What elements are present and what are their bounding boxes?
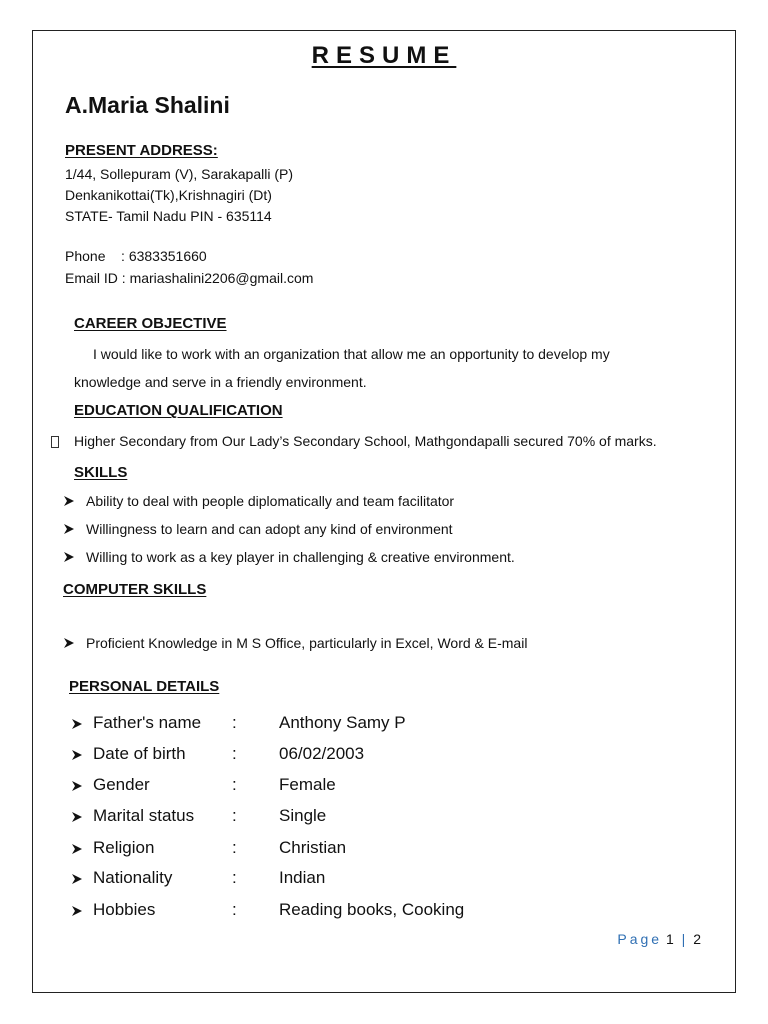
arrow-bullet-icon bbox=[64, 496, 74, 506]
education-heading: EDUCATION QUALIFICATION bbox=[74, 402, 283, 419]
page-number bbox=[617, 931, 701, 947]
detail-value: Single bbox=[279, 806, 327, 825]
detail-colon: : bbox=[232, 868, 237, 887]
personal-detail-row bbox=[0, 713, 768, 735]
resume-title: RESUME bbox=[311, 42, 457, 69]
skill-text: Willing to work as a key player in challenging & creative environment. bbox=[86, 549, 515, 565]
address-line-3: STATE- Tamil Nadu PIN - 635114 bbox=[65, 208, 272, 224]
arrow-bullet-icon bbox=[72, 781, 82, 791]
personal-detail-row bbox=[0, 806, 768, 828]
detail-colon: : bbox=[232, 775, 237, 794]
career-objective-line-2: knowledge and serve in a friendly environment. bbox=[74, 374, 367, 390]
skill-item bbox=[64, 549, 515, 565]
detail-label: Marital status bbox=[93, 806, 195, 825]
page-current: 1 bbox=[665, 931, 674, 947]
email-line: Email ID : mariashalini2206@gmail.com bbox=[65, 270, 314, 286]
page-total: 2 bbox=[693, 931, 701, 947]
arrow-bullet-icon bbox=[72, 906, 82, 916]
personal-detail-row bbox=[0, 775, 768, 797]
detail-label: Gender bbox=[93, 775, 150, 794]
detail-value: Female bbox=[279, 775, 336, 794]
present-address-heading: PRESENT ADDRESS: bbox=[65, 142, 218, 159]
career-objective-heading: CAREER OBJECTIVE bbox=[74, 315, 227, 332]
skill-text: Willingness to learn and can adopt any kind of environment bbox=[86, 521, 453, 537]
detail-colon: : bbox=[232, 713, 237, 732]
box-bullet-icon bbox=[51, 435, 59, 453]
candidate-name: A.Maria Shalini bbox=[65, 92, 230, 118]
page-separator: | bbox=[681, 931, 686, 947]
arrow-bullet-icon bbox=[64, 638, 74, 648]
computer-skills-heading: COMPUTER SKILLS bbox=[63, 581, 207, 598]
personal-detail-row bbox=[0, 900, 768, 922]
detail-label: Religion bbox=[93, 838, 155, 857]
career-objective-line-1: I would like to work with an organization that allow me an opportunity to develop my bbox=[93, 346, 610, 362]
detail-value: Anthony Samy P bbox=[279, 713, 406, 732]
detail-value: Reading books, Cooking bbox=[279, 900, 465, 919]
arrow-bullet-icon bbox=[72, 812, 82, 822]
address-line-2: Denkanikottai(Tk),Krishnagiri (Dt) bbox=[65, 187, 272, 203]
skill-item bbox=[64, 521, 453, 537]
page-label: Page bbox=[617, 931, 663, 947]
arrow-bullet-icon bbox=[72, 874, 82, 884]
skills-heading: SKILLS bbox=[74, 464, 128, 481]
personal-detail-row bbox=[0, 868, 768, 890]
personal-detail-row bbox=[0, 838, 768, 860]
arrow-bullet-icon bbox=[72, 844, 82, 854]
arrow-bullet-icon bbox=[72, 750, 82, 760]
arrow-bullet-icon bbox=[64, 552, 74, 562]
computer-skill-text: Proficient Knowledge in M S Office, particularly in Excel, Word & E-mail bbox=[86, 635, 528, 651]
detail-label: Hobbies bbox=[93, 900, 156, 919]
detail-colon: : bbox=[232, 900, 237, 919]
detail-colon: : bbox=[232, 838, 237, 857]
arrow-bullet-icon bbox=[72, 719, 82, 729]
personal-details-heading: PERSONAL DETAILS bbox=[69, 678, 220, 695]
education-item: Higher Secondary from Our Lady’s Secondary School, Mathgondapalli secured 70% of marks. bbox=[74, 433, 657, 449]
detail-colon: : bbox=[232, 744, 237, 763]
detail-value: Indian bbox=[279, 868, 326, 887]
skill-text: Ability to deal with people diplomatically and team facilitator bbox=[86, 493, 455, 509]
skill-item bbox=[64, 493, 454, 509]
phone-line: Phone : 6383351660 bbox=[65, 248, 207, 264]
detail-label: Date of birth bbox=[93, 744, 186, 763]
detail-value: 06/02/2003 bbox=[279, 744, 365, 763]
address-line-1: 1/44, Sollepuram (V), Sarakapalli (P) bbox=[65, 166, 293, 182]
detail-colon: : bbox=[232, 806, 237, 825]
personal-detail-row bbox=[0, 744, 768, 766]
detail-value: Christian bbox=[279, 838, 347, 857]
computer-skill-item bbox=[64, 635, 527, 651]
detail-label: Nationality bbox=[93, 868, 173, 887]
arrow-bullet-icon bbox=[64, 524, 74, 534]
detail-label: Father's name bbox=[93, 713, 202, 732]
